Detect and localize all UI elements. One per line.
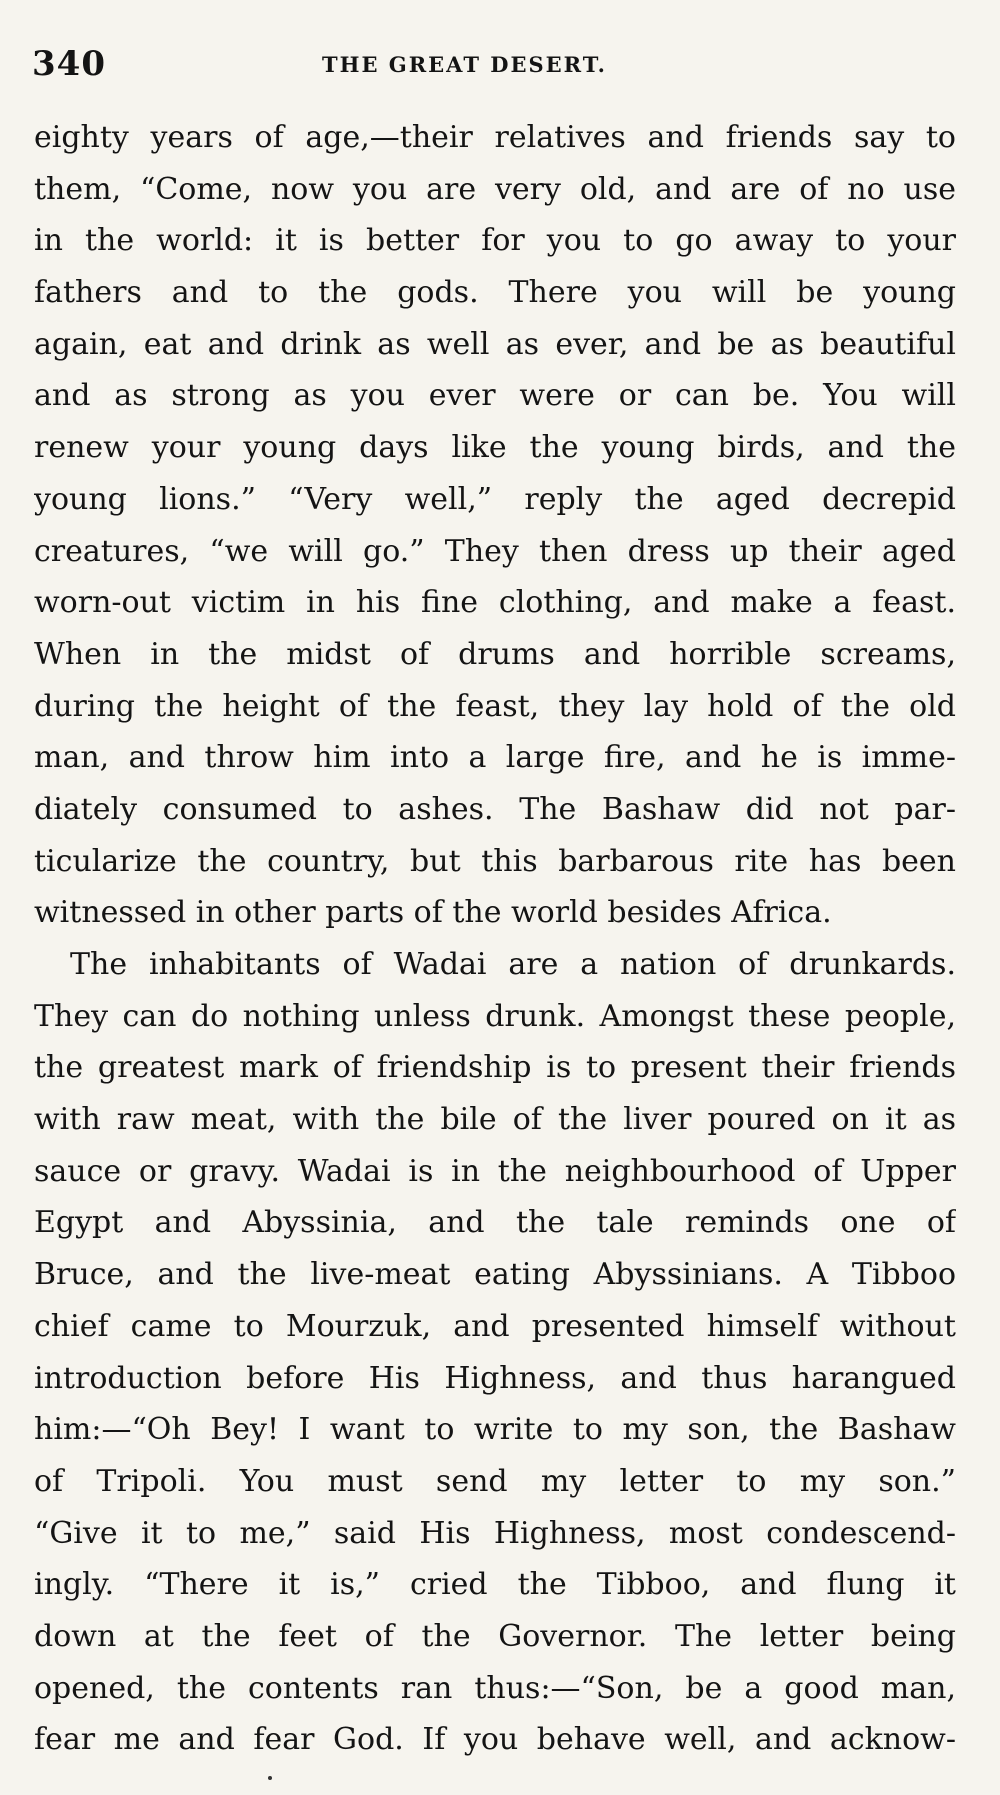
body-text xyxy=(34,112,956,1766)
paragraph-2 xyxy=(34,939,956,1766)
text-line: opened, the contents ran thus:—“Son, be a good man, xyxy=(34,1670,956,1706)
text-line: renew your young days like the young birds, and the xyxy=(34,430,956,466)
text-line: them, “Come, now you are very old, and are of no use xyxy=(34,171,956,207)
text-line: young lions.” “Very well,” reply the aged decrepid xyxy=(34,481,956,517)
print-speck xyxy=(268,1776,272,1780)
text-line: ingly. “There it is,” cried the Tibboo, and flung it xyxy=(34,1567,956,1603)
text-line: him:—“Oh Bey! I want to write to my son, the Bashaw xyxy=(34,1412,956,1448)
text-line: witnessed in other parts of the world besides Africa. xyxy=(34,895,832,931)
text-line: introduction before His Highness, and thus harangued xyxy=(34,1360,956,1396)
text-line: The inhabitants of Wadai are a nation of drunkards. xyxy=(70,947,956,982)
text-line: man, and throw him into a large fire, and he is imme- xyxy=(34,740,956,776)
text-line: They can do nothing unless drunk. Amongst these people, xyxy=(34,998,956,1034)
text-line: diately consumed to ashes. The Bashaw did not par- xyxy=(34,791,956,827)
text-line: and as strong as you ever were or can be. You will xyxy=(34,378,956,414)
text-line: again, eat and drink as well as ever, and be as beautiful xyxy=(34,326,956,362)
text-line: worn-out victim in his fine clothing, and make a feast. xyxy=(34,585,956,621)
text-line: with raw meat, with the bile of the liver poured on it as xyxy=(34,1102,956,1138)
text-line: “Give it to me,” said His Highness, most condescend- xyxy=(34,1515,956,1551)
page-header xyxy=(32,44,952,84)
text-line: creatures, “we will go.” They then dress up their aged xyxy=(34,533,956,569)
text-line: eighty years of age,—their relatives and friends say to xyxy=(34,120,956,155)
text-line: When in the midst of drums and horrible screams, xyxy=(34,636,956,672)
text-line: ticularize the country, but this barbarous rite has been xyxy=(34,843,956,879)
text-line: in the world: it is better for you to go away to your xyxy=(34,223,956,259)
text-line: Bruce, and the live-meat eating Abyssinians. A Tibboo xyxy=(34,1257,956,1293)
text-line: the greatest mark of friendship is to present their friends xyxy=(34,1050,956,1086)
text-line: chief came to Mourzuk, and presented himself without xyxy=(34,1308,956,1344)
text-line: during the height of the feast, they lay hold of the old xyxy=(34,688,956,724)
paragraph-1 xyxy=(34,112,956,939)
text-line: Egypt and Abyssinia, and the tale reminds one of xyxy=(34,1205,956,1241)
text-line: of Tripoli. You must send my letter to my son.” xyxy=(34,1463,956,1499)
text-line: fathers and to the gods. There you will be young xyxy=(34,275,956,311)
text-line: down at the feet of the Governor. The letter being xyxy=(34,1618,956,1654)
text-line: fear me and fear God. If you behave well, and acknow- xyxy=(34,1722,956,1758)
running-head: THE GREAT DESERT. xyxy=(322,52,607,77)
text-line: sauce or gravy. Wadai is in the neighbourhood of Upper xyxy=(34,1153,956,1189)
page-number: 340 xyxy=(32,44,106,84)
